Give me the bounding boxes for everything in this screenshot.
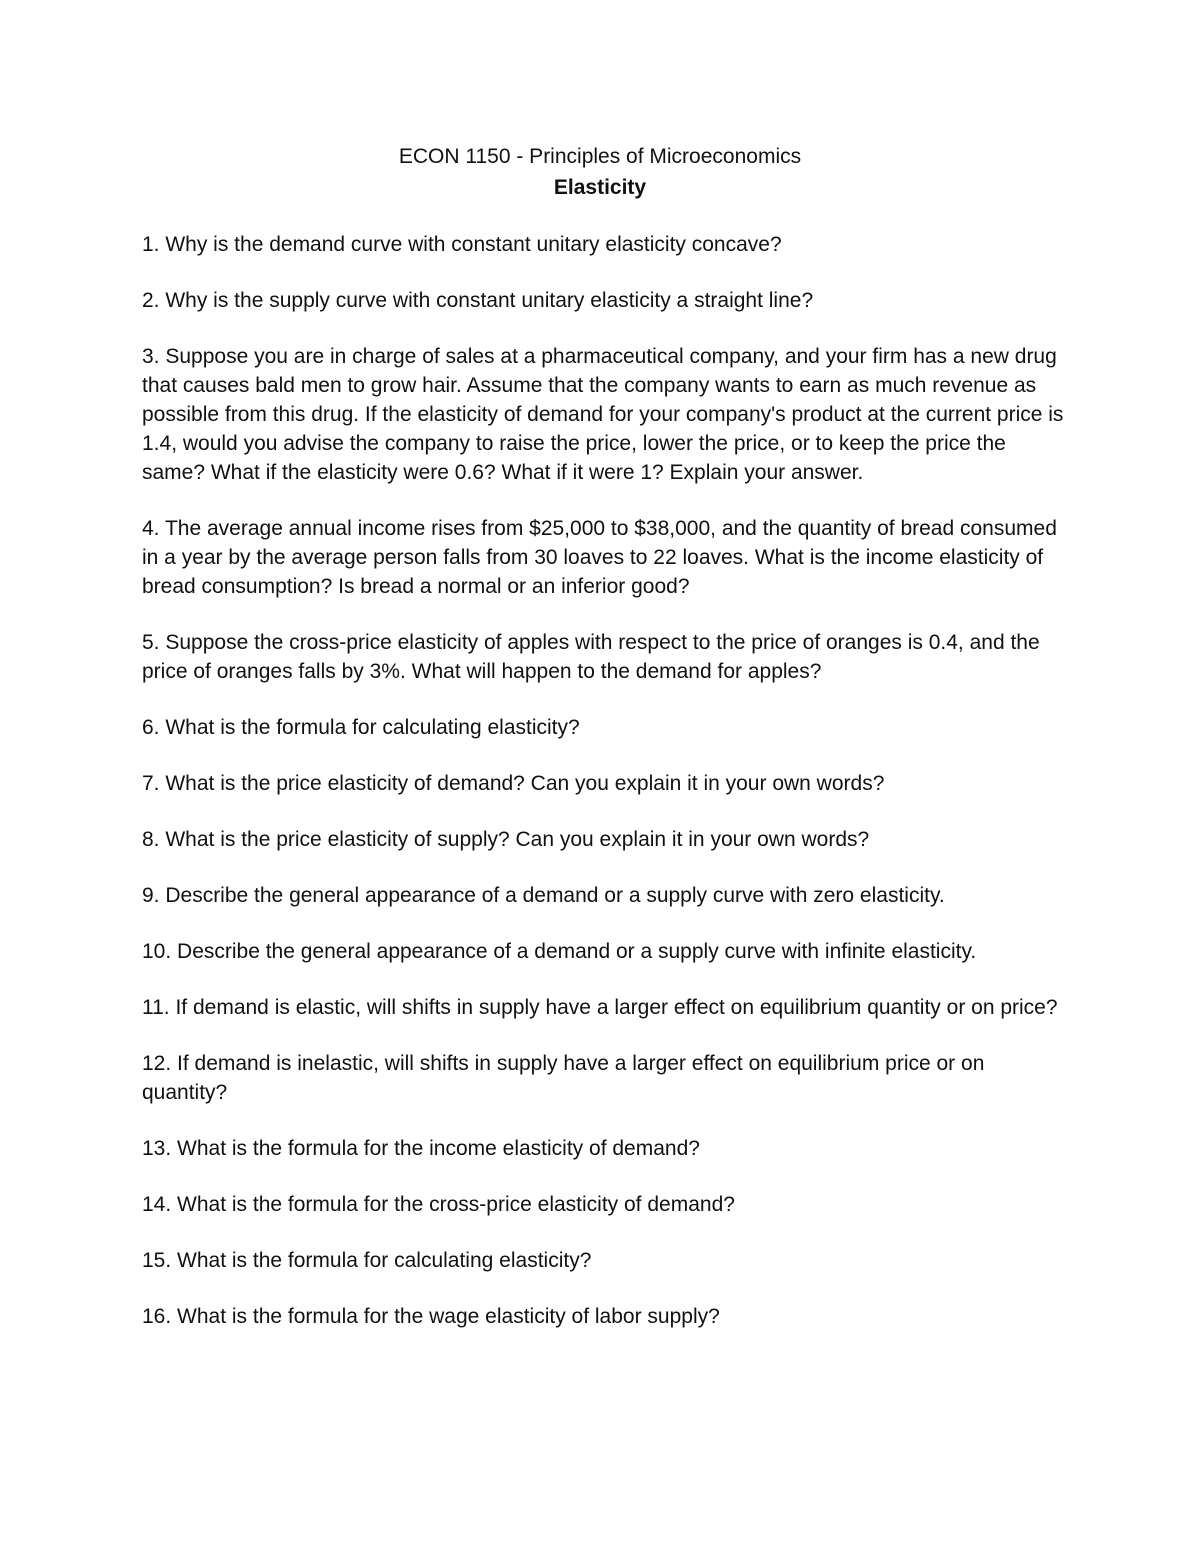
question-item: 15. What is the formula for calculating elasticity? — [142, 1249, 592, 1272]
question-item: 2. Why is the supply curve with constant unitary elasticity a straight line? — [142, 289, 814, 312]
course-title: ECON 1150 - Principles of Microeconomics — [398, 145, 802, 168]
question-item: 4. The average annual income rises from $25,000 to $38,000, and the quantity of bread consumed in a year by the average person falls from 30 loaves to 22 loaves. What is the income elasticity of bread consumption? Is bread a normal or an inferior good? — [142, 517, 1057, 598]
question-item: 8. What is the price elasticity of supply? Can you explain it in your own words? — [142, 828, 870, 851]
topic-title: Elasticity — [553, 176, 647, 199]
question-item: 14. What is the formula for the cross-price elasticity of demand? — [142, 1193, 735, 1216]
question-item: 3. Suppose you are in charge of sales at a pharmaceutical company, and your firm has a new drug that causes bald men to grow hair. Assume that the company wants to earn as much revenue as possible from this drug. If the elasticity of demand for your company's product at the current price is 1.4, would you advise the company to raise the price, lower the price, or to keep the price the same? What if the elasticity were 0.6? What if it were 1? Explain your answer. — [142, 345, 1064, 484]
question-item: 10. Describe the general appearance of a demand or a supply curve with infinite elasticity. — [142, 940, 977, 963]
question-item: 6. What is the formula for calculating elasticity? — [142, 716, 580, 739]
question-item: 13. What is the formula for the income elasticity of demand? — [142, 1137, 700, 1160]
question-item: 12. If demand is inelastic, will shifts in supply have a larger effect on equilibrium price or on quantity? — [142, 1052, 985, 1104]
question-item: 11. If demand is elastic, will shifts in supply have a larger effect on equilibrium quantity or on price? — [142, 996, 1058, 1019]
question-item: 5. Suppose the cross-price elasticity of apples with respect to the price of oranges is 0.4, and the price of oranges falls by 3%. What will happen to the demand for apples? — [142, 631, 1040, 683]
question-list — [142, 230, 1072, 1358]
question-item: 1. Why is the demand curve with constant unitary elasticity concave? — [142, 233, 782, 256]
question-item: 9. Describe the general appearance of a demand or a supply curve with zero elasticity. — [142, 884, 945, 907]
question-item: 16. What is the formula for the wage elasticity of labor supply? — [142, 1305, 720, 1328]
question-item: 7. What is the price elasticity of demand? Can you explain it in your own words? — [142, 772, 885, 795]
